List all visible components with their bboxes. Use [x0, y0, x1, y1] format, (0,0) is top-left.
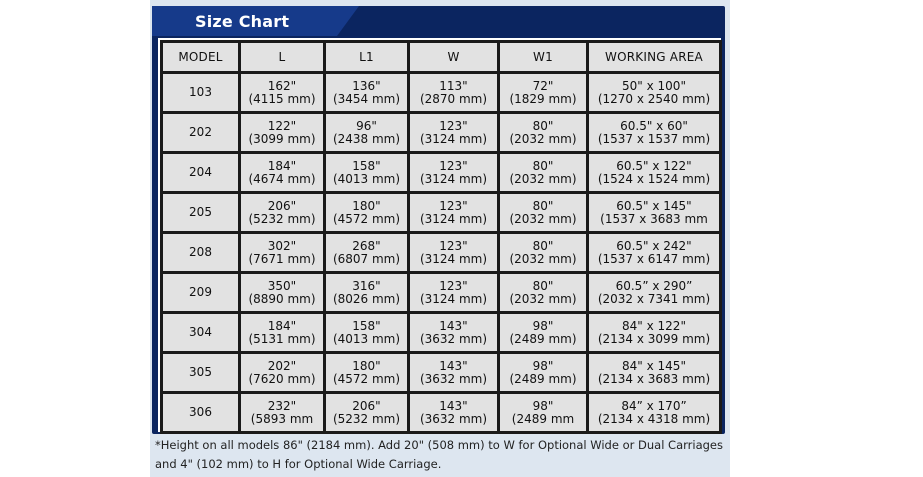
value-mm: (2134 x 3683 mm) — [597, 371, 711, 386]
cell-l1 — [326, 274, 407, 311]
table-row — [163, 114, 719, 151]
cell-model: 103 — [163, 74, 238, 111]
cell-working-area — [589, 234, 719, 271]
header-row — [163, 43, 719, 71]
value-inches: 96" — [356, 118, 377, 133]
value-mm: (5131 mm) — [248, 331, 316, 346]
cell-l — [241, 194, 323, 231]
value-inches: 113" — [439, 78, 468, 93]
value-inches: 80" — [532, 278, 554, 293]
cell-working-area — [589, 274, 719, 311]
value-inches: 98" — [532, 398, 554, 413]
value-mm: (2032 mm) — [509, 251, 577, 266]
cell-l — [241, 314, 323, 351]
value-mm: (3099 mm) — [248, 131, 316, 146]
value-inches: 136" — [352, 78, 381, 93]
cell-working-area — [589, 114, 719, 151]
cell-w — [410, 314, 497, 351]
value-mm: (3124 mm) — [419, 211, 488, 226]
column-header-w: W — [410, 43, 497, 71]
column-header-model: MODEL — [163, 43, 238, 71]
value-mm: (4572 mm) — [332, 371, 401, 386]
cell-l1 — [326, 394, 407, 431]
value-mm: (7620 mm) — [248, 371, 316, 386]
value-mm: (4572 mm) — [332, 211, 401, 226]
cell-l1 — [326, 154, 407, 191]
value-inches: 123" — [439, 198, 468, 213]
column-header-l1: L1 — [326, 43, 407, 71]
value-inches: 98" — [532, 358, 554, 373]
table-row — [163, 394, 719, 431]
value-mm: (2489 mm) — [509, 331, 577, 346]
value-inches: 72" — [532, 78, 554, 93]
cell-w — [410, 274, 497, 311]
value-inches: 60.5" x 145" — [616, 198, 692, 213]
cell-w1 — [500, 314, 586, 351]
value-inches: 350" — [267, 278, 297, 293]
cell-w1 — [500, 74, 586, 111]
cell-w1 — [500, 394, 586, 431]
cell-w — [410, 154, 497, 191]
table-row — [163, 234, 719, 271]
value-inches: 98" — [532, 318, 554, 333]
cell-l — [241, 234, 323, 271]
cell-l1 — [326, 114, 407, 151]
table-row — [163, 354, 719, 391]
value-inches: 158" — [352, 318, 381, 333]
value-mm: (3632 mm) — [419, 331, 488, 346]
table-row — [163, 274, 719, 311]
value-inches: 123" — [439, 238, 468, 253]
value-mm: (6807 mm) — [332, 251, 401, 266]
value-inches: 162" — [267, 78, 297, 93]
value-mm: (5232 mm) — [248, 211, 316, 226]
value-mm: (3454 mm) — [332, 91, 401, 106]
value-inches: 60.5" x 242" — [616, 238, 692, 253]
table-row — [163, 154, 719, 191]
value-mm: (4115 mm) — [248, 91, 316, 106]
value-mm: (2032 mm) — [509, 171, 577, 186]
cell-l1 — [326, 194, 407, 231]
value-mm: (2134 x 3099 mm) — [597, 331, 711, 346]
value-inches: 50" x 100" — [622, 78, 686, 93]
column-header-w1: W1 — [500, 43, 586, 71]
value-mm: (3124 mm) — [419, 131, 488, 146]
value-inches: 184" — [267, 318, 297, 333]
cell-model: 304 — [163, 314, 238, 351]
cell-w — [410, 194, 497, 231]
cell-working-area — [589, 154, 719, 191]
value-mm: (5893 mm — [250, 411, 314, 426]
cell-model: 202 — [163, 114, 238, 151]
value-mm: (4674 mm) — [248, 171, 316, 186]
value-mm: (2489 mm — [511, 411, 575, 426]
size-chart-table — [160, 40, 722, 434]
cell-working-area — [589, 314, 719, 351]
value-inches: 84" x 145" — [622, 358, 686, 373]
value-mm: (1537 x 3683 mm — [600, 211, 708, 226]
cell-model: 208 — [163, 234, 238, 271]
cell-model: 204 — [163, 154, 238, 191]
value-mm: (8890 mm) — [248, 291, 316, 306]
cell-model: 306 — [163, 394, 238, 431]
value-mm: (5232 mm) — [332, 411, 401, 426]
value-inches: 80" — [532, 118, 554, 133]
value-mm: (2438 mm) — [332, 131, 401, 146]
cell-w — [410, 354, 497, 391]
value-inches: 158" — [352, 158, 381, 173]
value-mm: (3632 mm) — [419, 411, 488, 426]
cell-model: 205 — [163, 194, 238, 231]
column-header-working-area: WORKING AREA — [589, 43, 719, 71]
value-inches: 202" — [267, 358, 297, 373]
value-mm: (2134 x 4318 mm) — [597, 411, 711, 426]
value-inches: 316" — [352, 278, 381, 293]
cell-l — [241, 114, 323, 151]
value-mm: (3124 mm) — [419, 291, 488, 306]
value-inches: 123" — [439, 158, 468, 173]
cell-l — [241, 354, 323, 391]
cell-working-area — [589, 394, 719, 431]
cell-working-area — [589, 194, 719, 231]
value-mm: (4013 mm) — [332, 331, 401, 346]
value-inches: 143" — [439, 398, 468, 413]
value-inches: 80" — [532, 158, 554, 173]
value-inches: 80" — [532, 198, 554, 213]
value-mm: (2032 mm) — [509, 131, 577, 146]
value-inches: 206" — [352, 398, 381, 413]
cell-working-area — [589, 74, 719, 111]
table-row — [163, 194, 719, 231]
value-mm: (1537 x 6147 mm) — [597, 251, 711, 266]
value-inches: 84" x 122" — [622, 318, 686, 333]
footnote: *Height on all models 86" (2184 mm). Add 20" (508 mm) to W for Optional Wide or Dual Carriages and 4" (102 mm) to H for Optional Wide Carriage. — [155, 438, 723, 471]
value-inches: 268" — [352, 238, 381, 253]
value-inches: 143" — [439, 358, 468, 373]
value-mm: (2032 x 7341 mm) — [597, 291, 711, 306]
value-mm: (1537 x 1537 mm) — [597, 131, 711, 146]
value-mm: (3632 mm) — [419, 371, 488, 386]
cell-working-area — [589, 354, 719, 391]
column-header-l: L — [241, 43, 323, 71]
cell-l — [241, 274, 323, 311]
value-mm: (1829 mm) — [509, 91, 577, 106]
value-inches: 60.5" x 60" — [620, 118, 688, 133]
value-inches: 206" — [267, 198, 297, 213]
value-mm: (4013 mm) — [332, 171, 401, 186]
value-mm: (8026 mm) — [332, 291, 401, 306]
cell-w1 — [500, 114, 586, 151]
cell-w1 — [500, 234, 586, 271]
table-row — [163, 74, 719, 111]
value-mm: (1524 x 1524 mm) — [597, 171, 711, 186]
value-inches: 232" — [267, 398, 297, 413]
value-inches: 60.5” x 290” — [615, 278, 693, 293]
cell-w1 — [500, 154, 586, 191]
cell-w — [410, 74, 497, 111]
value-mm: (7671 mm) — [248, 251, 316, 266]
cell-l — [241, 394, 323, 431]
cell-model: 209 — [163, 274, 238, 311]
cell-w — [410, 234, 497, 271]
value-mm: (3124 mm) — [419, 171, 488, 186]
cell-l1 — [326, 74, 407, 111]
value-mm: (2032 mm) — [509, 291, 577, 306]
value-inches: 302" — [267, 238, 297, 253]
value-inches: 180" — [352, 358, 381, 373]
page-title: Size Chart — [195, 12, 290, 31]
value-mm: (2489 mm) — [509, 371, 577, 386]
cell-l1 — [326, 314, 407, 351]
value-inches: 123" — [439, 118, 468, 133]
table-row — [163, 314, 719, 351]
value-inches: 123" — [439, 278, 468, 293]
cell-w — [410, 394, 497, 431]
cell-l1 — [326, 234, 407, 271]
value-inches: 84” x 170” — [621, 398, 687, 413]
value-mm: (2870 mm) — [419, 91, 488, 106]
value-inches: 143" — [439, 318, 468, 333]
cell-l — [241, 74, 323, 111]
cell-w1 — [500, 194, 586, 231]
cell-l — [241, 154, 323, 191]
cell-w1 — [500, 354, 586, 391]
cell-w1 — [500, 274, 586, 311]
cell-model: 305 — [163, 354, 238, 391]
value-inches: 122" — [267, 118, 297, 133]
value-mm: (2032 mm) — [509, 211, 577, 226]
value-mm: (1270 x 2540 mm) — [597, 91, 711, 106]
value-inches: 184" — [267, 158, 297, 173]
cell-w — [410, 114, 497, 151]
value-inches: 180" — [352, 198, 381, 213]
value-inches: 80" — [532, 238, 554, 253]
value-inches: 60.5" x 122" — [616, 158, 692, 173]
cell-l1 — [326, 354, 407, 391]
value-mm: (3124 mm) — [419, 251, 488, 266]
